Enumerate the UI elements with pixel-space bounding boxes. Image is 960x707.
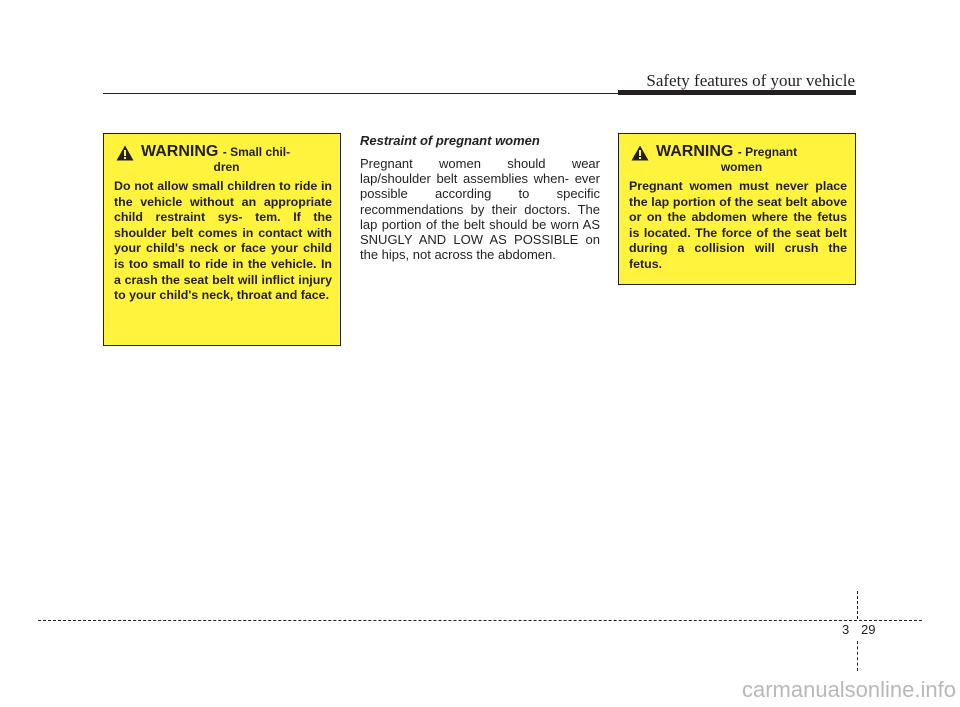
chapter-number: 3 — [842, 622, 850, 637]
header-title: Safety features of your vehicle — [646, 71, 855, 90]
warning-subject: - Small chil- — [222, 145, 291, 159]
footer-divider-top — [857, 591, 858, 619]
warning-box-pregnant-women — [618, 133, 856, 285]
section-pregnant-women — [360, 133, 600, 262]
warning-text: Do not allow small children to ride in the vehicle without an appropriate child restraint sys- tem. If the shoulder belt comes in contact with your child's neck or face your child is too small to ride in the vehicle. In a crash the seat belt will inflict injury to your child's neck, throat and face. — [114, 179, 332, 303]
header-rule-thick — [618, 90, 856, 95]
warning-heading — [114, 144, 332, 175]
warning-text: Pregnant women must never place the lap portion of the seat belt above or on the abdomen where the fetus is located. The force of the seat belt during a collision will crush the fetus. — [629, 179, 847, 271]
section-title: Restraint of pregnant women — [360, 133, 540, 148]
page-number: 29 — [861, 622, 876, 637]
footer-divider-bottom — [857, 641, 858, 671]
watermark: carmanualsonline.info — [741, 677, 956, 702]
header-rule-thin — [103, 93, 621, 94]
warning-word: WARNING — [141, 143, 219, 160]
warning-subject: - Pregnant — [737, 145, 798, 159]
warning-triangle-icon — [116, 145, 134, 161]
warning-triangle-icon — [631, 145, 649, 161]
warning-heading — [629, 144, 847, 175]
warning-subject-continued: women — [720, 160, 763, 174]
warning-subject-continued: dren — [213, 160, 240, 174]
section-body: Pregnant women should wear lap/shoulder belt assemblies when- ever possible according to specific recommendations by their doctors. The lap portion of the belt should be worn AS SNUGLY AND LOW AS POSSIBLE on the hips, not across the abdomen. — [360, 156, 600, 263]
warning-word: WARNING — [656, 143, 734, 160]
warning-box-small-children — [103, 133, 341, 346]
footer-dashed-rule — [38, 620, 922, 621]
